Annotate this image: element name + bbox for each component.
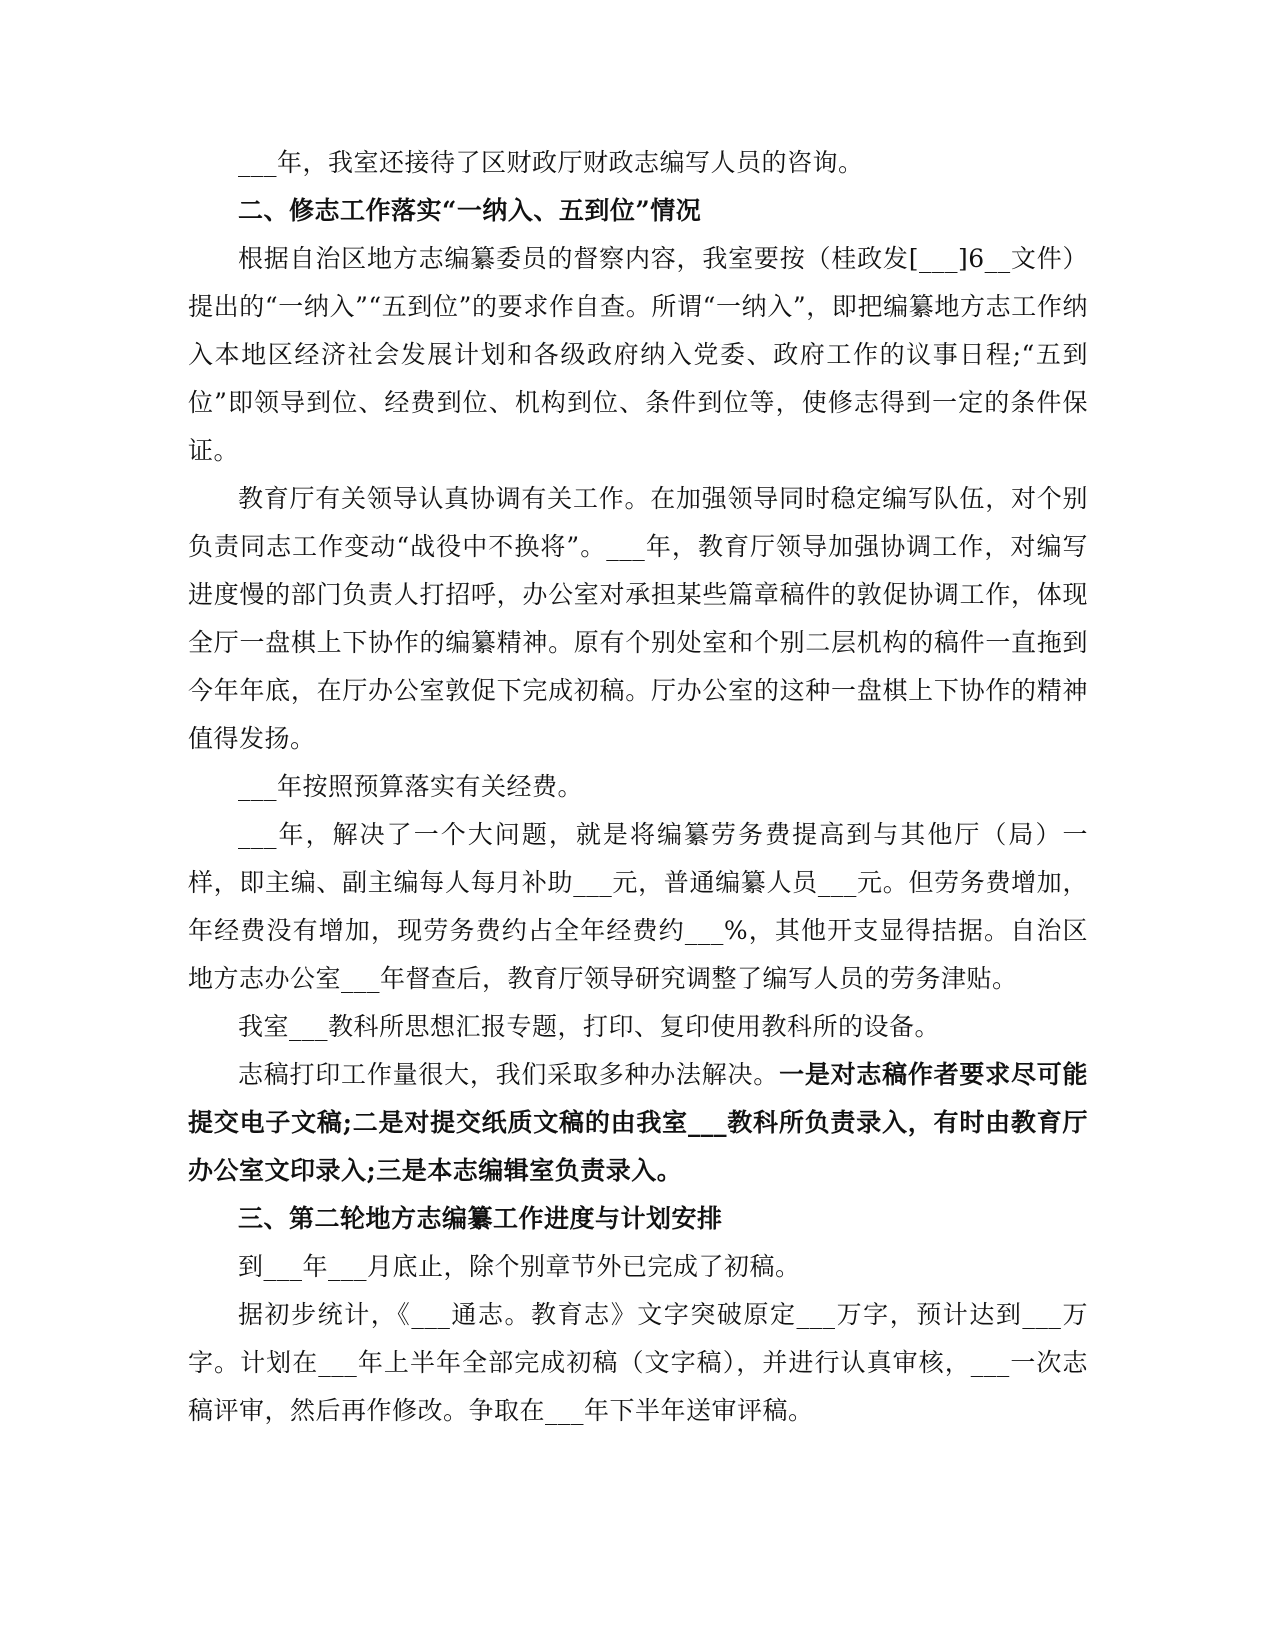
paragraph-consultation: ___年，我室还接待了区财政厅财政志编写人员的咨询。 bbox=[238, 148, 864, 177]
paragraph-progress: 到___年___月底止，除个别章节外已完成了初稿。 bbox=[238, 1252, 801, 1281]
paragraph-labor-fee: ___年，解决了一个大问题，就是将编纂劳务费提高到与其他厅（局）一样，即主编、副主编每人每月补助___元，普通编纂人员___元。但劳务费增加，年经费没有增加，现劳务费约占全年经费约___%，其他开支显得拮据。自治区地方志办公室___年督查后，教育厅领导研究调整了编写人员的劳务津贴。 bbox=[188, 820, 1088, 993]
section-heading-3: 三、第二轮地方志编纂工作进度与计划安排 bbox=[238, 1204, 723, 1233]
document-body bbox=[188, 139, 1088, 1435]
paragraph-equipment: 我室___教科所思想汇报专题，打印、复印使用教科所的设备。 bbox=[238, 1012, 941, 1041]
paragraph-typing-intro: 志稿打印工作量很大，我们采取多种办法解决。 bbox=[238, 1060, 780, 1089]
paragraph-budget: ___年按照预算落实有关经费。 bbox=[238, 772, 584, 801]
paragraph-plan: 据初步统计，《___通志。教育志》文字突破原定___万字，预计达到___万字。计划在___年上半年全部完成初稿（文字稿），并进行认真审核，___一次志稿评审，然后再作修改。争取在___年下半年送审评稿。 bbox=[188, 1300, 1088, 1425]
paragraph-self-check: 根据自治区地方志编纂委员的督察内容，我室要按（桂政发[___]6__文件）提出的“一纳入”“五到位”的要求作自查。所谓“一纳入”，即把编纂地方志工作纳入本地区经济社会发展计划和各级政府纳入党委、政府工作的议事日程;“五到位”即领导到位、经费到位、机构到位、条件到位等，使修志得到一定的条件保证。 bbox=[188, 244, 1088, 465]
section-heading-2: 二、修志工作落实“一纳入、五到位”情况 bbox=[238, 196, 702, 225]
paragraph-leadership: 教育厅有关领导认真协调有关工作。在加强领导同时稳定编写队伍，对个别负责同志工作变动“战役中不换将”。___年，教育厅领导加强协调工作，对编写进度慢的部门负责人打招呼，办公室对承担某些篇章稿件的敦促协调工作，体现全厅一盘棋上下协作的编纂精神。原有个别处室和个别二层机构的稿件一直拖到今年年底，在厅办公室敦促下完成初稿。厅办公室的这种一盘棋上下协作的精神值得发扬。 bbox=[188, 484, 1088, 753]
paragraph-typing-methods: 一是对志稿作者要求尽可能提交电子文稿;二是对提交纸质文稿的由我室___教科所负责录入，有时由教育厅办公室文印录入;三是本志编辑室负责录入。 bbox=[188, 1060, 1088, 1185]
paragraph-typing bbox=[188, 1051, 1088, 1195]
